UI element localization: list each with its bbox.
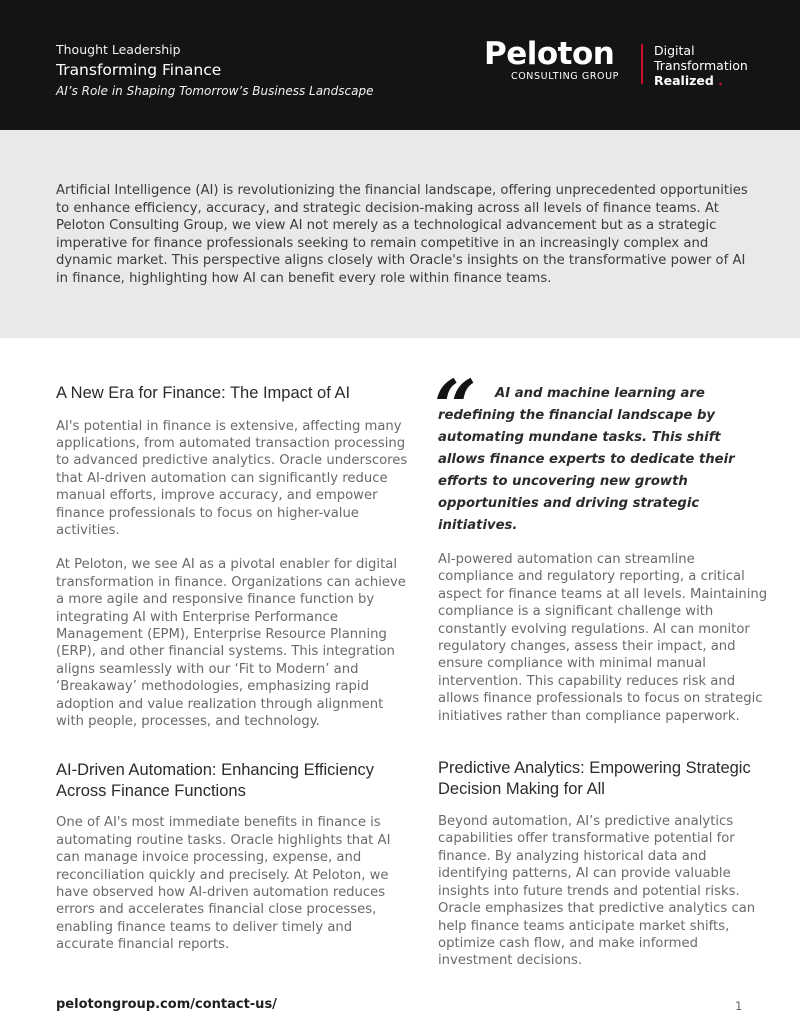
document-subtitle: AI’s Role in Shaping Tomorrow’s Business Landscape xyxy=(56,84,374,98)
logo-divider xyxy=(641,44,643,84)
logo-tagline-line2: Transformation xyxy=(654,58,748,73)
paragraph-peloton-enabler: At Peloton, we see AI as a pivotal enabler for digital transformation in finance. Organizations can achieve a more agile and responsive finance function by integrating AI with Enterprise Performance Management (EPM), Enterprise Resource Planning (ERP), and other financial systems. This integration aligns seamlessly with our ‘Fit to Modern’ and ‘Breakaway’ methodologies, emphasizing rapid adoption and value realization through alignment with people, processes, and technology. xyxy=(56,557,406,729)
quote-mark-icon: “ xyxy=(434,365,477,451)
pull-quote-text: AI and machine learning are redefining the financial landscape by automating mundane tasks. This shift allows finance experts to dedicate their efforts to uncovering new growth opportunities and driving strategic initiatives. xyxy=(438,386,735,533)
logo-tagline-line1: Digital xyxy=(654,43,695,58)
section-heading-predictive: Predictive Analytics: Empowering Strategic Decision Making for All xyxy=(438,759,751,798)
intro-band xyxy=(0,130,800,338)
left-column xyxy=(56,383,408,954)
contact-link[interactable]: pelotongroup.com/contact-us/ xyxy=(56,997,277,1012)
logo-subtext: CONSULTING GROUP xyxy=(511,71,619,82)
logo-tagline-line3: Realized . xyxy=(654,73,723,88)
pull-quote xyxy=(434,365,770,537)
right-column xyxy=(434,365,770,970)
section-heading-new-era: A New Era for Finance: The Impact of AI xyxy=(56,384,351,402)
document-title: Transforming Finance xyxy=(56,61,222,79)
section-heading-automation: AI-Driven Automation: Enhancing Efficiency Across Finance Functions xyxy=(56,761,374,800)
paragraph-ai-potential: AI's potential in finance is extensive, affecting many applications, from automated transaction processing to advanced predictive analytics. Oracle underscores that AI-driven automation can significantly reduce manual efforts, improve accuracy, and empower finance professionals to focus on higher-value activities. xyxy=(56,418,408,538)
header-banner xyxy=(0,0,800,130)
intro-paragraph: Artificial Intelligence (AI) is revolutionizing the financial landscape, offering unprecedented opportunities to enhance efficiency, accuracy, and strategic decision-making across all levels of finance teams. At Peloton Consulting Group, we view AI not merely as a technological advancement but as a strategic imperative for finance professionals seeking to remain competitive in an increasingly complex and dynamic market. This perspective aligns closely with Oracle's insights on the transformative power of AI in finance, highlighting how AI can benefit every role within finance teams. xyxy=(56,183,748,286)
paragraph-automation: One of AI's most immediate benefits in finance is automating routine tasks. Oracle highlights that AI can manage invoice processing, expense, and reconciliation quickly and precisely. At Peloton, we have observed how AI-driven automation reduces errors and accelerates financial close processes, enabling finance teams to deliver timely and accurate financial reports. xyxy=(56,815,391,953)
peloton-logo xyxy=(484,36,784,90)
logo-accent-dot: . xyxy=(718,73,723,88)
page-number: 1 xyxy=(735,999,743,1013)
paragraph-compliance: AI-powered automation can streamline compliance and regulatory reporting, a critical aspect for finance teams at all levels. Maintaining compliance is a significant challenge with constantly evolving regulations. AI can monitor regulatory changes, assess their impact, and ensure compliance with minimal manual intervention. This capability reduces risk and allows finance professionals to focus on strategic initiatives rather than compliance paperwork. xyxy=(438,552,768,724)
logo-wordmark: Peloton xyxy=(484,36,615,72)
category-label: Thought Leadership xyxy=(56,42,181,57)
paragraph-predictive: Beyond automation, AI’s predictive analytics capabilities offer transformative potential for finance. By analyzing historical data and identifying patterns, AI can provide valuable insights into future trends and potential risks. Oracle emphasizes that predictive analytics can help finance teams anticipate market shifts, optimize cash flow, and make informed investment decisions. xyxy=(438,814,756,969)
